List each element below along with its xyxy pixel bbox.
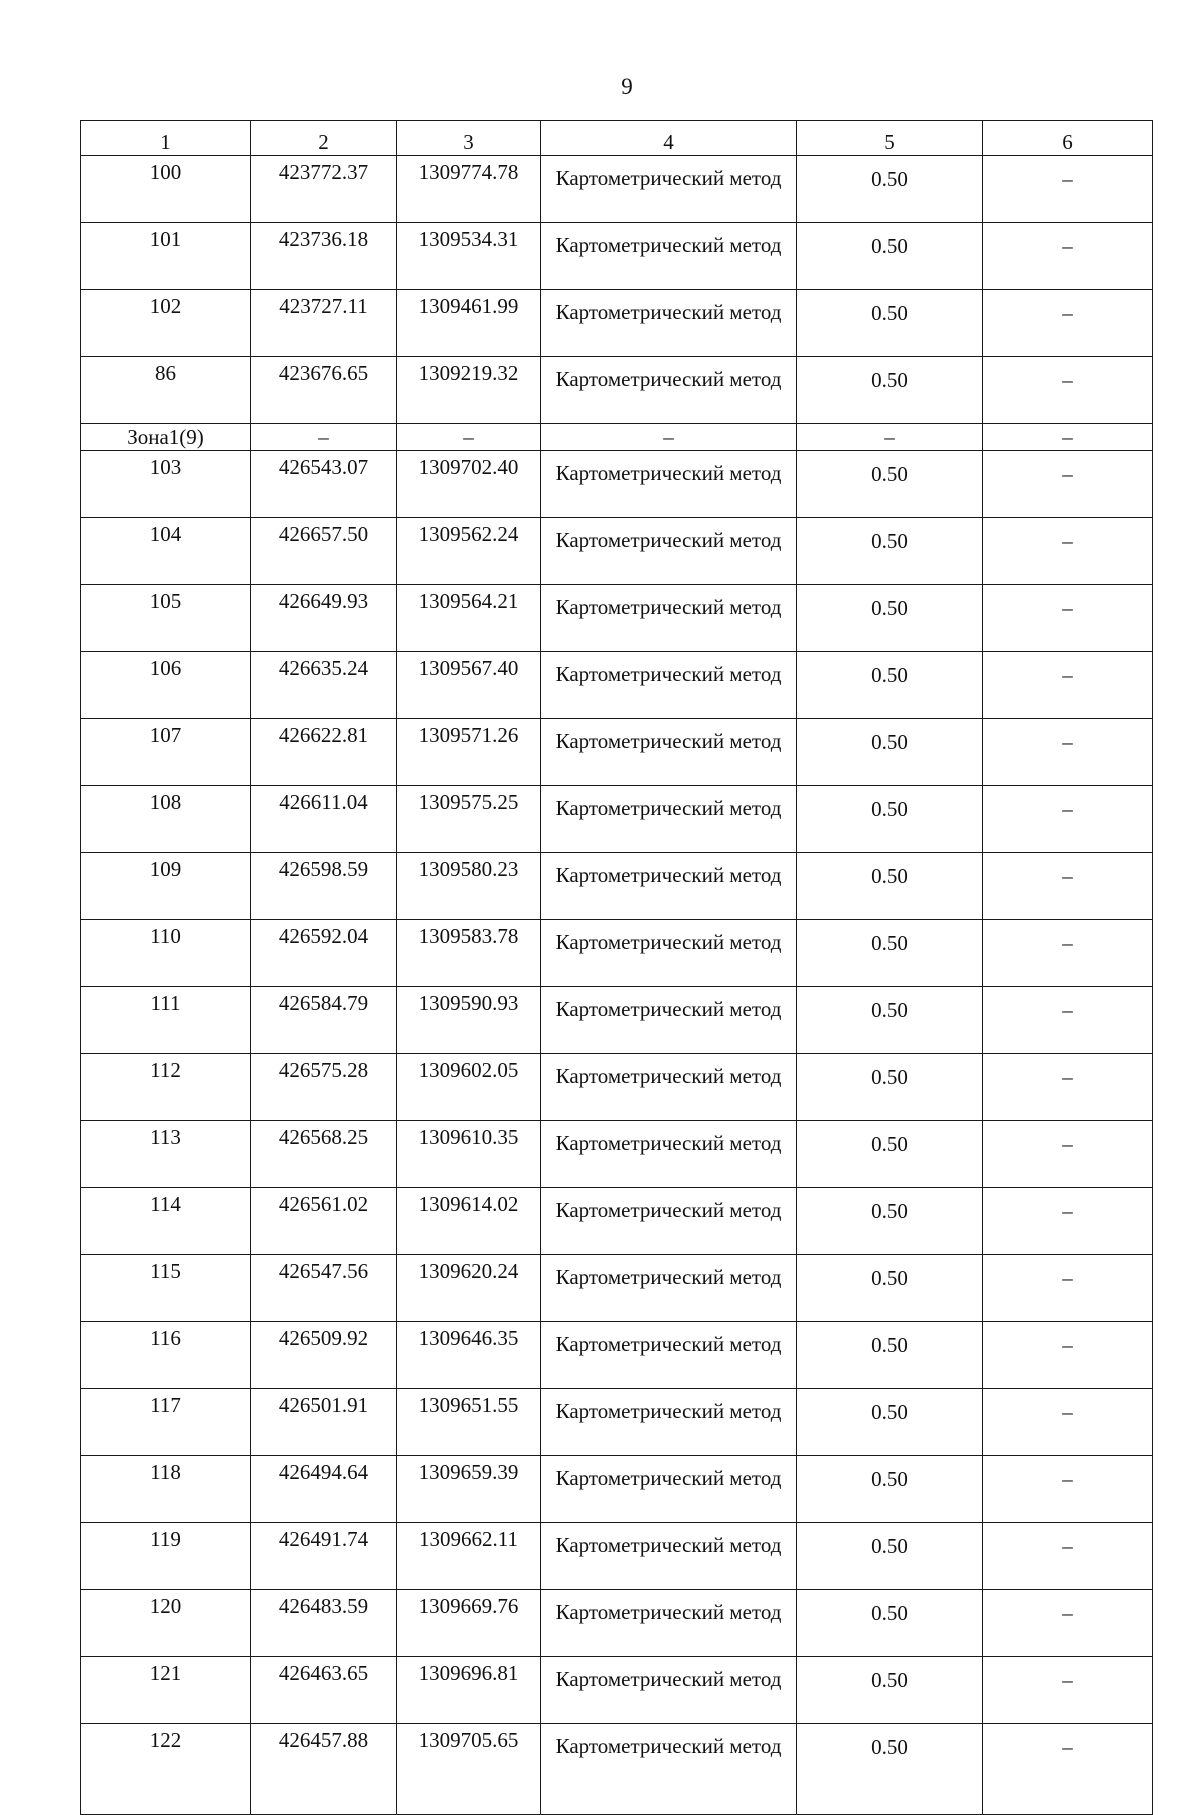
y-coordinate-cell: 1309610.35	[397, 1121, 541, 1188]
x-coordinate-cell: 426501.91	[251, 1389, 397, 1456]
point-number-cell: 103	[81, 451, 251, 518]
y-coordinate-cell: 1309575.25	[397, 786, 541, 853]
accuracy-cell: 0.50	[797, 518, 983, 585]
note-cell: –	[983, 987, 1153, 1054]
method-cell: Картометрический метод	[541, 1322, 797, 1389]
point-number-cell: 108	[81, 786, 251, 853]
point-number-cell: Зона1(9)	[81, 424, 251, 451]
table-row	[81, 786, 1153, 853]
accuracy-cell: 0.50	[797, 1724, 983, 1815]
x-coordinate-cell: 426611.04	[251, 786, 397, 853]
x-coordinate-cell: 426561.02	[251, 1188, 397, 1255]
note-cell: –	[983, 1389, 1153, 1456]
y-coordinate-cell: 1309602.05	[397, 1054, 541, 1121]
note-cell: –	[983, 518, 1153, 585]
header-cell: 4	[541, 121, 797, 156]
method-cell: Картометрический метод	[541, 1188, 797, 1255]
x-coordinate-cell: 426649.93	[251, 585, 397, 652]
y-coordinate-cell: 1309646.35	[397, 1322, 541, 1389]
point-number-cell: 106	[81, 652, 251, 719]
y-coordinate-cell: 1309571.26	[397, 719, 541, 786]
y-coordinate-cell: 1309583.78	[397, 920, 541, 987]
accuracy-cell: 0.50	[797, 1389, 983, 1456]
x-coordinate-cell: 426509.92	[251, 1322, 397, 1389]
table-row	[81, 1724, 1153, 1815]
accuracy-cell: 0.50	[797, 451, 983, 518]
table-row	[81, 1255, 1153, 1322]
method-cell: Картометрический метод	[541, 719, 797, 786]
accuracy-cell: 0.50	[797, 652, 983, 719]
point-number-cell: 120	[81, 1590, 251, 1657]
method-cell: Картометрический метод	[541, 357, 797, 424]
header-cell: 2	[251, 121, 397, 156]
table-row	[81, 920, 1153, 987]
note-cell: –	[983, 853, 1153, 920]
point-number-cell: 115	[81, 1255, 251, 1322]
accuracy-cell: 0.50	[797, 1590, 983, 1657]
point-number-cell: 110	[81, 920, 251, 987]
note-cell: –	[983, 451, 1153, 518]
table-row	[81, 1389, 1153, 1456]
table-body	[81, 121, 1153, 1815]
point-number-cell: 122	[81, 1724, 251, 1815]
note-cell: –	[983, 290, 1153, 357]
method-cell: Картометрический метод	[541, 1657, 797, 1724]
y-coordinate-cell: 1309590.93	[397, 987, 541, 1054]
table-row	[81, 652, 1153, 719]
point-number-cell: 113	[81, 1121, 251, 1188]
method-cell: Картометрический метод	[541, 223, 797, 290]
y-coordinate-cell: 1309567.40	[397, 652, 541, 719]
method-cell: Картометрический метод	[541, 1121, 797, 1188]
x-coordinate-cell: 423772.37	[251, 156, 397, 223]
x-coordinate-cell: 426584.79	[251, 987, 397, 1054]
x-coordinate-cell: 426543.07	[251, 451, 397, 518]
note-cell: –	[983, 1590, 1153, 1657]
note-cell: –	[983, 1456, 1153, 1523]
accuracy-cell: 0.50	[797, 1456, 983, 1523]
y-coordinate-cell: 1309774.78	[397, 156, 541, 223]
accuracy-cell: –	[797, 424, 983, 451]
method-cell: Картометрический метод	[541, 1590, 797, 1657]
header-row	[81, 121, 1153, 156]
accuracy-cell: 0.50	[797, 1657, 983, 1724]
header-cell: 3	[397, 121, 541, 156]
table-row	[81, 1523, 1153, 1590]
note-cell: –	[983, 1188, 1153, 1255]
table-row	[81, 1456, 1153, 1523]
coordinates-table	[80, 120, 1153, 1815]
note-cell: –	[983, 424, 1153, 451]
table-row	[81, 518, 1153, 585]
point-number-cell: 112	[81, 1054, 251, 1121]
y-coordinate-cell: 1309564.21	[397, 585, 541, 652]
x-coordinate-cell: –	[251, 424, 397, 451]
note-cell: –	[983, 1523, 1153, 1590]
note-cell: –	[983, 1657, 1153, 1724]
x-coordinate-cell: 426592.04	[251, 920, 397, 987]
table-row	[81, 1188, 1153, 1255]
point-number-cell: 121	[81, 1657, 251, 1724]
y-coordinate-cell: 1309534.31	[397, 223, 541, 290]
header-cell: 1	[81, 121, 251, 156]
table-row	[81, 156, 1153, 223]
accuracy-cell: 0.50	[797, 357, 983, 424]
y-coordinate-cell: 1309219.32	[397, 357, 541, 424]
x-coordinate-cell: 423736.18	[251, 223, 397, 290]
header-cell: 5	[797, 121, 983, 156]
accuracy-cell: 0.50	[797, 585, 983, 652]
accuracy-cell: 0.50	[797, 1255, 983, 1322]
note-cell: –	[983, 719, 1153, 786]
y-coordinate-cell: 1309669.76	[397, 1590, 541, 1657]
table-row	[81, 1322, 1153, 1389]
note-cell: –	[983, 1724, 1153, 1815]
method-cell: Картометрический метод	[541, 290, 797, 357]
accuracy-cell: 0.50	[797, 156, 983, 223]
note-cell: –	[983, 223, 1153, 290]
method-cell: Картометрический метод	[541, 853, 797, 920]
note-cell: –	[983, 1054, 1153, 1121]
x-coordinate-cell: 426483.59	[251, 1590, 397, 1657]
y-coordinate-cell: 1309562.24	[397, 518, 541, 585]
note-cell: –	[983, 786, 1153, 853]
method-cell: Картометрический метод	[541, 518, 797, 585]
y-coordinate-cell: 1309696.81	[397, 1657, 541, 1724]
point-number-cell: 116	[81, 1322, 251, 1389]
y-coordinate-cell: 1309662.11	[397, 1523, 541, 1590]
method-cell: Картометрический метод	[541, 987, 797, 1054]
note-cell: –	[983, 920, 1153, 987]
y-coordinate-cell: 1309705.65	[397, 1724, 541, 1815]
point-number-cell: 101	[81, 223, 251, 290]
point-number-cell: 109	[81, 853, 251, 920]
accuracy-cell: 0.50	[797, 786, 983, 853]
method-cell: Картометрический метод	[541, 1456, 797, 1523]
x-coordinate-cell: 423676.65	[251, 357, 397, 424]
table-row	[81, 223, 1153, 290]
y-coordinate-cell: 1309659.39	[397, 1456, 541, 1523]
x-coordinate-cell: 426547.56	[251, 1255, 397, 1322]
table-row	[81, 1657, 1153, 1724]
point-number-cell: 105	[81, 585, 251, 652]
x-coordinate-cell: 426635.24	[251, 652, 397, 719]
point-number-cell: 119	[81, 1523, 251, 1590]
x-coordinate-cell: 423727.11	[251, 290, 397, 357]
y-coordinate-cell: 1309702.40	[397, 451, 541, 518]
x-coordinate-cell: 426657.50	[251, 518, 397, 585]
note-cell: –	[983, 1121, 1153, 1188]
table-row	[81, 585, 1153, 652]
page-number: 9	[621, 74, 633, 99]
table-row	[81, 1590, 1153, 1657]
table-row	[81, 853, 1153, 920]
accuracy-cell: 0.50	[797, 290, 983, 357]
y-coordinate-cell: –	[397, 424, 541, 451]
accuracy-cell: 0.50	[797, 719, 983, 786]
y-coordinate-cell: 1309614.02	[397, 1188, 541, 1255]
x-coordinate-cell: 426568.25	[251, 1121, 397, 1188]
point-number-cell: 104	[81, 518, 251, 585]
accuracy-cell: 0.50	[797, 1121, 983, 1188]
y-coordinate-cell: 1309580.23	[397, 853, 541, 920]
method-cell: Картометрический метод	[541, 1523, 797, 1590]
accuracy-cell: 0.50	[797, 1322, 983, 1389]
table-row	[81, 357, 1153, 424]
method-cell: Картометрический метод	[541, 1054, 797, 1121]
accuracy-cell: 0.50	[797, 223, 983, 290]
point-number-cell: 107	[81, 719, 251, 786]
point-number-cell: 114	[81, 1188, 251, 1255]
point-number-cell: 118	[81, 1456, 251, 1523]
x-coordinate-cell: 426457.88	[251, 1724, 397, 1815]
note-cell: –	[983, 1322, 1153, 1389]
method-cell: Картометрический метод	[541, 1255, 797, 1322]
y-coordinate-cell: 1309461.99	[397, 290, 541, 357]
x-coordinate-cell: 426491.74	[251, 1523, 397, 1590]
method-cell: Картометрический метод	[541, 920, 797, 987]
header-cell: 6	[983, 121, 1153, 156]
table-row	[81, 1121, 1153, 1188]
y-coordinate-cell: 1309651.55	[397, 1389, 541, 1456]
note-cell: –	[983, 156, 1153, 223]
point-number-cell: 111	[81, 987, 251, 1054]
point-number-cell: 117	[81, 1389, 251, 1456]
table-row	[81, 987, 1153, 1054]
note-cell: –	[983, 585, 1153, 652]
x-coordinate-cell: 426598.59	[251, 853, 397, 920]
point-number-cell: 86	[81, 357, 251, 424]
y-coordinate-cell: 1309620.24	[397, 1255, 541, 1322]
zone-row	[81, 424, 1153, 451]
method-cell: Картометрический метод	[541, 585, 797, 652]
x-coordinate-cell: 426463.65	[251, 1657, 397, 1724]
method-cell: Картометрический метод	[541, 1724, 797, 1815]
method-cell: Картометрический метод	[541, 451, 797, 518]
table-row	[81, 1054, 1153, 1121]
method-cell: Картометрический метод	[541, 652, 797, 719]
x-coordinate-cell: 426622.81	[251, 719, 397, 786]
accuracy-cell: 0.50	[797, 1523, 983, 1590]
accuracy-cell: 0.50	[797, 1054, 983, 1121]
method-cell: Картометрический метод	[541, 786, 797, 853]
note-cell: –	[983, 1255, 1153, 1322]
accuracy-cell: 0.50	[797, 853, 983, 920]
method-cell: Картометрический метод	[541, 1389, 797, 1456]
x-coordinate-cell: 426494.64	[251, 1456, 397, 1523]
table-row	[81, 451, 1153, 518]
note-cell: –	[983, 652, 1153, 719]
method-cell: –	[541, 424, 797, 451]
accuracy-cell: 0.50	[797, 920, 983, 987]
note-cell: –	[983, 357, 1153, 424]
point-number-cell: 102	[81, 290, 251, 357]
point-number-cell: 100	[81, 156, 251, 223]
table-row	[81, 719, 1153, 786]
table-row	[81, 290, 1153, 357]
accuracy-cell: 0.50	[797, 987, 983, 1054]
accuracy-cell: 0.50	[797, 1188, 983, 1255]
method-cell: Картометрический метод	[541, 156, 797, 223]
x-coordinate-cell: 426575.28	[251, 1054, 397, 1121]
